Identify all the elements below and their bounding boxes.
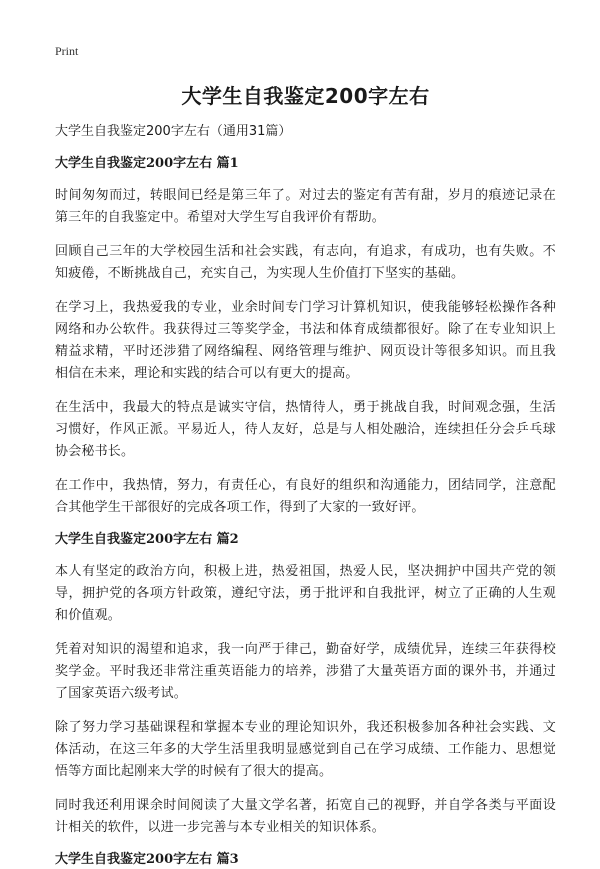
section-2 — [55, 531, 556, 839]
print-link[interactable]: Print — [55, 44, 79, 58]
paragraph: 本人有坚定的政治方向，积极上进，热爱祖国，热爱人民，坚决拥护中国共产党的领导，拥护党的各项方针政策，遵纪守法，勇于批评和自我批评，树立了正确的人生观和价值观。 — [55, 564, 556, 623]
section-heading: 大学生自我鉴定200字左右 篇1 — [55, 156, 239, 171]
paragraph: 同时我还利用课余时间阅读了大量文学名著，拓宽自己的视野，并自学各类与平面设计相关的软件，以进一步完善与本专业相关的知识体系。 — [55, 798, 556, 835]
paragraph: 回顾自己三年的大学校园生活和社会实践，有志向，有追求，有成功，也有失败。不知疲倦，不断挑战自己，充实自己，为实现人生价值打下坚实的基础。 — [55, 244, 556, 281]
document-title: 大学生自我鉴定200字左右 — [181, 84, 430, 108]
paragraph: 在生活中，我最大的特点是诚实守信，热情待人，勇于挑战自我，时间观念强，生活习惯好，作风正派。平易近人，待人友好，总是与人相处融洽，连续担任分会乒乓球协会秘书长。 — [55, 400, 556, 459]
section-1 — [55, 155, 556, 519]
paragraph: 凭着对知识的渴望和追求，我一向严于律己，勤奋好学，成绩优异，连续三年获得校奖学金。平时我还非常注重英语能力的培养，涉猎了大量英语方面的课外书，并通过了国家英语六级考试。 — [55, 642, 556, 701]
paragraph: 时间匆匆而过，转眼间已经是第三年了。对过去的鉴定有苦有甜，岁月的痕迹记录在第三年的自我鉴定中。希望对大学生写自我评价有帮助。 — [55, 188, 556, 225]
paragraph: 除了努力学习基础课程和掌握本专业的理论知识外，我还积极参加各种社会实践、文体活动，在这三年多的大学生活里我明显感觉到自己在学习成绩、工作能力、思想觉悟等方面比起刚来大学的时候有了很大的提高。 — [55, 720, 556, 779]
section-heading: 大学生自我鉴定200字左右 篇3 — [55, 852, 239, 867]
section-heading: 大学生自我鉴定200字左右 篇2 — [55, 532, 239, 547]
document-subtitle: 大学生自我鉴定200字左右（通用31篇） — [55, 124, 292, 139]
paragraph: 在工作中，我热情，努力，有责任心，有良好的组织和沟通能力，团结同学，注意配合其他学生干部很好的完成各项工作，得到了大家的一致好评。 — [55, 478, 556, 515]
paragraph: 在学习上，我热爱我的专业，业余时间专门学习计算机知识，使我能够轻松操作各种网络和办公软件。我获得过三等奖学金，书法和体育成绩都很好。除了在专业知识上精益求精，平时还涉猎了网络编程、网络管理与维护、网页设计等很多知识。而且我相信在未来，理论和实践的结合可以有更大的提高。 — [55, 300, 556, 381]
section-3 — [55, 851, 556, 869]
